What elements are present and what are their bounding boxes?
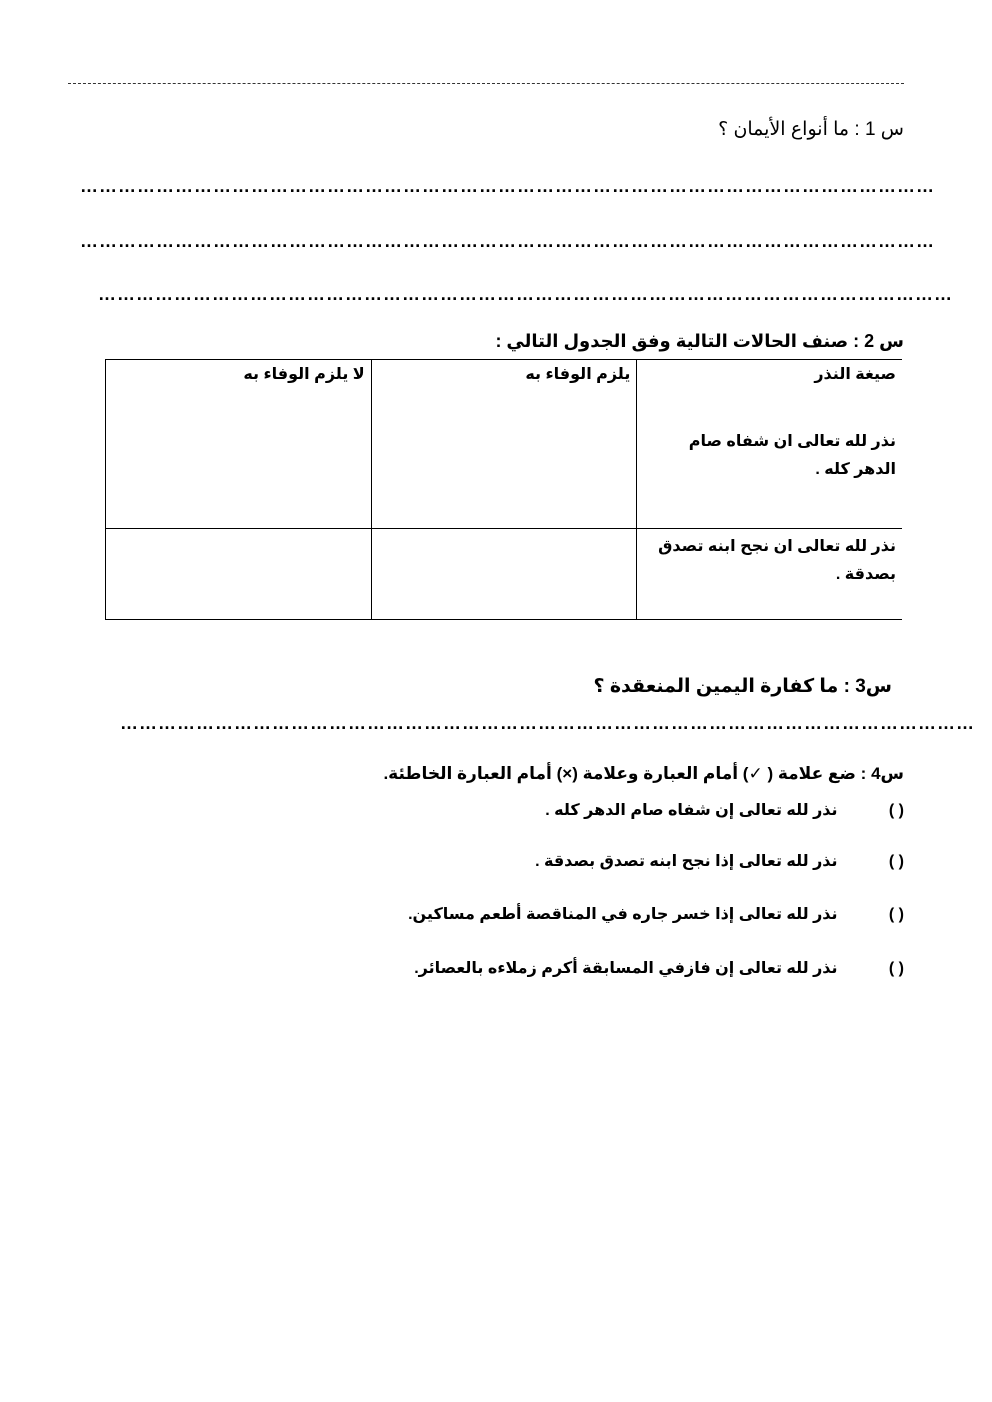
answer-line-3[interactable]: ………………………………………………………………………………………………………………………: [98, 284, 953, 304]
answer-line-2[interactable]: ………………………………………………………………………………………………………………………: [80, 231, 935, 251]
question-3: س3 : ما كفارة اليمين المنعقدة ؟: [593, 676, 892, 697]
item-text: نذر لله تعالى إن فازفي المسابقة أكرم زملاءه بالعصائر.: [414, 960, 838, 977]
question-2: س 2 : صنف الحالات التالية وفق الجدول التالي :: [495, 331, 904, 351]
item-text: نذر لله تعالى إذا نجح ابنه تصدق بصدقة .: [535, 853, 838, 870]
vow-case-2: نذر لله تعالى ان نجح ابنه تصدق بصدقة .: [658, 538, 896, 583]
top-dashed-rule: [68, 83, 904, 84]
answer-line-4[interactable]: ………………………………………………………………………………………………………………………: [120, 713, 975, 733]
item-text: نذر لله تعالى إن شفاه صام الدهر كله .: [545, 802, 838, 819]
must-fulfill-cell[interactable]: [371, 360, 637, 529]
classification-table: [105, 359, 902, 620]
header-vow-form: صيغة النذر: [814, 366, 896, 383]
item-text: نذر لله تعالى إذا خسر جاره في المناقصة أطعم مساكين.: [408, 906, 838, 923]
true-false-item: [535, 851, 904, 871]
not-must-fulfill-cell[interactable]: [106, 360, 372, 529]
table-row: [106, 360, 903, 529]
answer-parens[interactable]: ( ): [888, 802, 904, 819]
vow-form-cell: [637, 360, 902, 529]
table-row: [106, 529, 903, 620]
question-4: س4 : ضع علامة ( ✓) أمام العبارة وعلامة (×) أمام العبارة الخاطئة.: [383, 764, 904, 783]
answer-parens[interactable]: ( ): [888, 853, 904, 870]
answer-parens[interactable]: ( ): [888, 960, 904, 977]
answer-parens[interactable]: ( ): [888, 906, 904, 923]
must-fulfill-cell[interactable]: [371, 529, 637, 620]
question-1: س 1 : ما أنواع الأيمان ؟: [718, 119, 904, 140]
header-not-must-fulfill: لا يلزم الوفاء به: [243, 366, 365, 383]
answer-line-1[interactable]: ………………………………………………………………………………………………………………………: [80, 176, 935, 196]
true-false-item: [414, 958, 904, 978]
vow-form-cell: [637, 529, 902, 620]
vow-case-1: نذر لله تعالى ان شفاه صام الدهر كله .: [688, 433, 896, 478]
true-false-item: [408, 904, 904, 924]
header-must-fulfill: يلزم الوفاء به: [525, 366, 631, 383]
true-false-item: [545, 800, 904, 820]
not-must-fulfill-cell[interactable]: [106, 529, 372, 620]
